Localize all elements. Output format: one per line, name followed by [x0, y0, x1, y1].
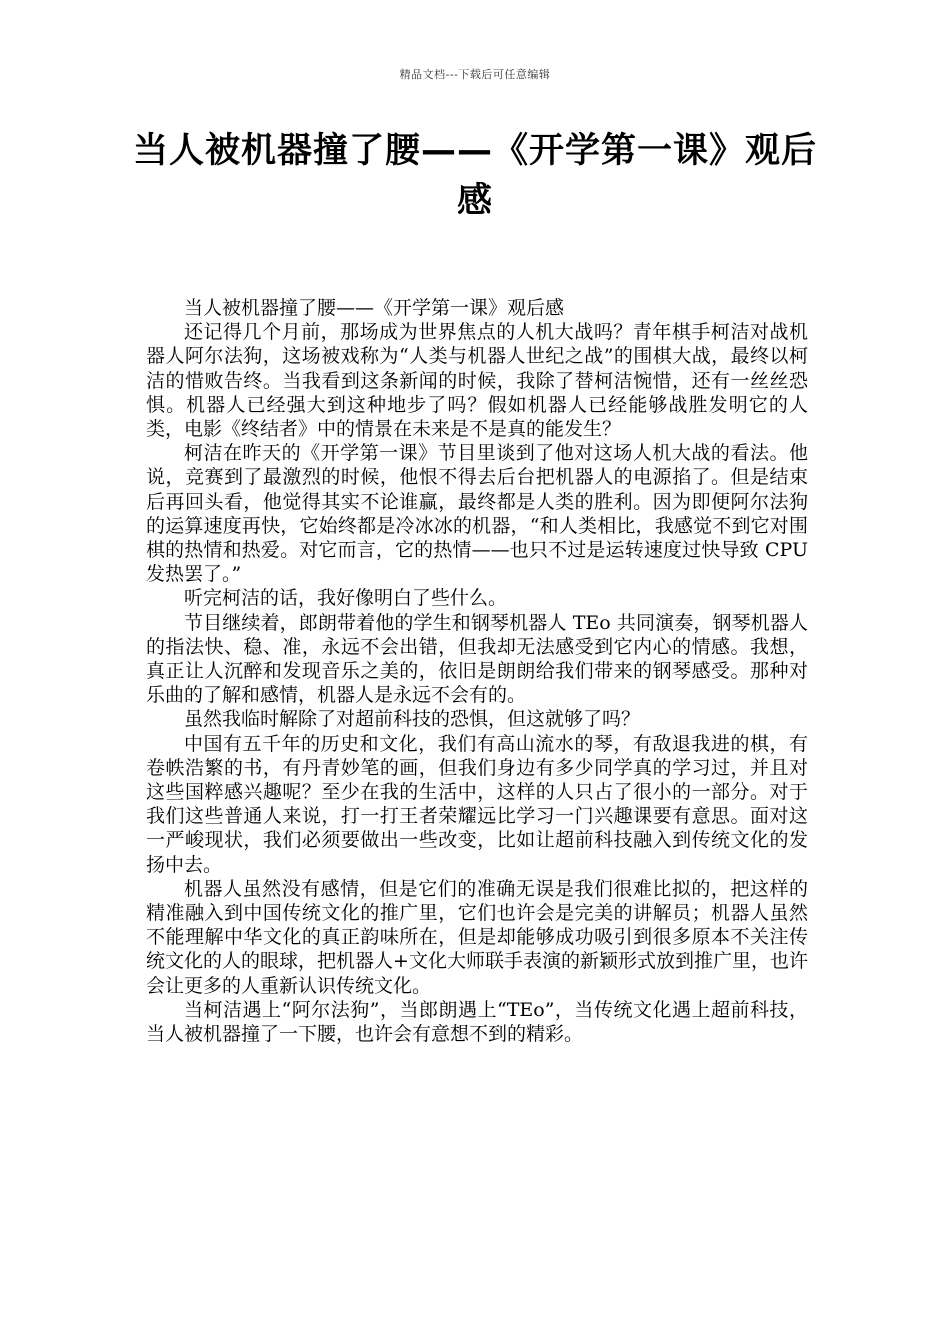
- body-paragraph: 听完柯洁的话，我好像明白了些什么。: [184, 587, 508, 610]
- document-body: [146, 296, 808, 1046]
- body-paragraph: 虽然我临时解除了对超前科技的恐惧，但这就够了吗？: [184, 708, 641, 731]
- body-paragraph: 机器人虽然没有感情，但是它们的准确无误是我们很难比拟的，把这样的精准融入到中国传统文化的推广里，它们也许会是完美的讲解员；机器人虽然不能理解中华文化的真正韵味所在，但是却能够成功吸引到很多原本不关注传统文化的人的眼球，把机器人+文化大师联手表演的新颖形式放到推广里，也许会让更多的人重新认识传统文化。: [146, 877, 808, 997]
- header-note: 精品文档---下载后可任意编辑: [399, 68, 551, 81]
- document-title: 当人被机器撞了腰——《开学第一课》观后感: [132, 131, 817, 221]
- body-paragraph: 柯洁在昨天的《开学第一课》节目里谈到了他对这场人机大战的看法。他说，竞赛到了最激烈的时候，他恨不得去后台把机器人的电源掐了。但是结束后再回头看，他觉得其实不论谁赢，最终都是人类的胜利。因为即便阿尔法狗的运算速度再快，它始终都是冷冰冰的机器，“和人类相比，我感觉不到它对围棋的热情和热爱。对它而言，它的热情——也只不过是运转速度过快导致 CPU 发热罢了。”: [146, 442, 808, 586]
- body-paragraph: 节目继续着，郎朗带着他的学生和钢琴机器人 TEo 共同演奏，钢琴机器人的指法快、稳、准，永远不会出错，但我却无法感受到它内心的情感。我想，真正让人沉醉和发现音乐之美的，依旧是朗朗给我们带来的钢琴感受。那种对乐曲的了解和感情，机器人是永远不会有的。: [146, 611, 808, 707]
- body-paragraph: 当柯洁遇上“阿尔法狗”，当郎朗遇上“TEo”，当传统文化遇上超前科技，当人被机器撞了一下腰，也许会有意想不到的精彩。: [146, 998, 808, 1046]
- body-paragraph: 还记得几个月前，那场成为世界焦点的人机大战吗？青年棋手柯洁对战机器人阿尔法狗，这场被戏称为“人类与机器人世纪之战”的围棋大战，最终以柯洁的惜败告终。当我看到这条新闻的时候，我除了替柯洁惋惜，还有一丝丝恐惧。机器人已经强大到这种地步了吗？假如机器人已经能够战胜发明它的人类，电影《终结者》中的情景在未来是不是真的能发生？: [146, 321, 808, 441]
- body-paragraph: 当人被机器撞了腰——《开学第一课》观后感: [184, 297, 565, 319]
- body-paragraph: 中国有五千年的历史和文化，我们有高山流水的琴，有敌退我进的棋，有卷帙浩繁的书，有丹青妙笔的画，但我们身边有多少同学真的学习过，并且对这些国粹感兴趣呢？至少在我的生活中，这样的人只占了很小的一部分。对于我们这些普通人来说，打一打王者荣耀远比学习一门兴趣课要有意思。面对这一严峻现状，我们必须要做出一些改变，比如让超前科技融入到传统文化的发扬中去。: [146, 732, 808, 876]
